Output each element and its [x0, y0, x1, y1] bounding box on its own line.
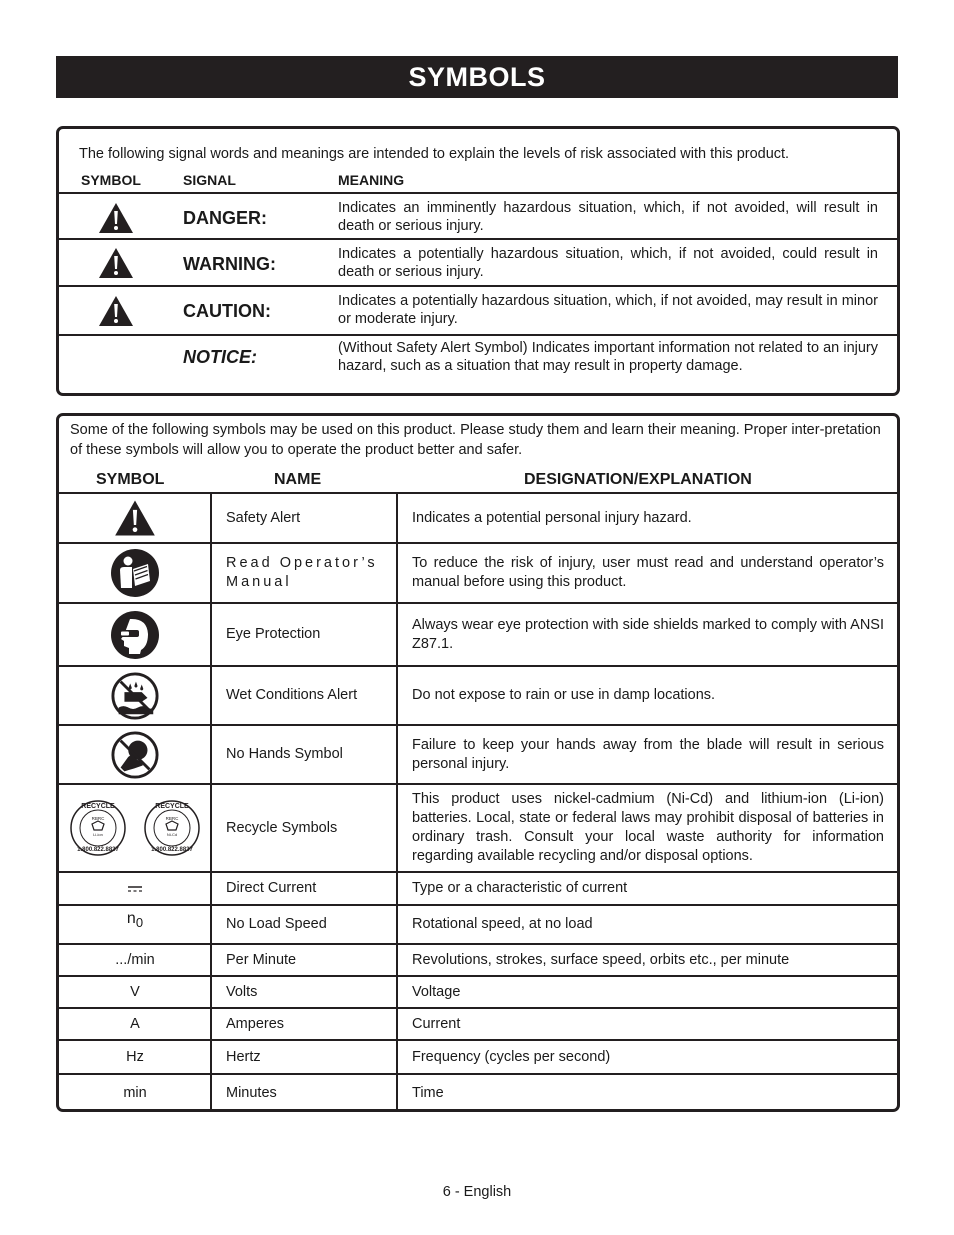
- symbol-designation: Frequency (cycles per second): [412, 1048, 611, 1065]
- read-manual-icon: [59, 544, 211, 602]
- safety-alert-triangle-icon: [98, 247, 134, 279]
- svg-text:Li-ion: Li-ion: [93, 832, 103, 837]
- table-row: [59, 783, 897, 871]
- symbol-designation: Current: [412, 1015, 461, 1032]
- table-row: [59, 871, 897, 904]
- header-name: NAME: [274, 471, 322, 488]
- symbol-designation: Failure to keep your hands away from the blade will result in serious personal injury.: [412, 736, 884, 772]
- symbol-name: Safety Alert: [226, 509, 301, 526]
- page-title: SYMBOLS: [56, 56, 898, 98]
- safety-alert-triangle-icon: [59, 494, 211, 542]
- amperes-symbol: A: [130, 1016, 140, 1032]
- signal-row-warning: [59, 238, 897, 285]
- symbol-name: Read Operator’s Manual: [226, 555, 378, 590]
- symbol-name: Per Minute: [226, 951, 297, 968]
- symbol-name: Hertz: [226, 1048, 261, 1065]
- symbol-name: Amperes: [226, 1015, 285, 1032]
- signal-word: CAUTION:: [183, 301, 271, 321]
- symbol-name: Direct Current: [226, 880, 317, 896]
- symbol-name: Wet Conditions Alert: [226, 687, 358, 703]
- signal-meaning: Indicates a potentially hazardous situation, which, if not avoided, could result in death or serious injury.: [338, 246, 878, 280]
- svg-text:1.800.822.8837: 1.800.822.8837: [151, 847, 193, 853]
- symbol-designation: Always wear eye protection with side shields marked to comply with ANSI Z87.1.: [412, 616, 884, 652]
- header-signal: SIGNAL: [183, 172, 236, 188]
- safety-alert-triangle-icon: [98, 202, 134, 234]
- wet-conditions-icon: [59, 667, 211, 724]
- signal-word: WARNING:: [183, 254, 276, 274]
- svg-text:1.800.822.8837: 1.800.822.8837: [77, 847, 119, 853]
- svg-text:RECYCLE: RECYCLE: [81, 803, 115, 810]
- signal-row-danger: [59, 192, 897, 238]
- table-row: [59, 665, 897, 724]
- signal-meaning: (Without Safety Alert Symbol) Indicates important information not related to an injury hazard, such as a situation that may result in property damage.: [338, 340, 878, 374]
- page-footer: 6 - English: [442, 1184, 512, 1200]
- symbol-name: Minutes: [226, 1084, 277, 1101]
- header-symbol: SYMBOL: [96, 471, 165, 488]
- table-row: [59, 542, 897, 602]
- eye-protection-icon: [59, 604, 211, 665]
- no-load-speed-symbol: $n_0$: [126, 910, 144, 931]
- svg-text:RBRC: RBRC: [165, 816, 179, 821]
- symbol-designation: Revolutions, strokes, surface speed, orbits etc., per minute: [412, 951, 790, 968]
- table-row: [59, 492, 897, 542]
- symbol-designation: Rotational speed, at no load: [412, 916, 593, 932]
- symbol-name: No Hands Symbol: [226, 746, 343, 762]
- svg-text:RBRC: RBRC: [91, 816, 105, 821]
- signal-meaning: Indicates an imminently hazardous situation, which, if not avoided, will result in death or serious injury.: [338, 200, 878, 234]
- per-minute-symbol: .../min: [115, 952, 155, 968]
- symbol-name: Recycle Symbols: [226, 819, 338, 836]
- signal-word: DANGER:: [183, 208, 267, 228]
- symbol-designation: Indicates a potential personal injury hazard.: [412, 509, 692, 526]
- symbols-table: [56, 413, 900, 1112]
- symbol-designation: Type or a characteristic of current: [412, 880, 628, 896]
- header-designation: DESIGNATION/EXPLANATION: [524, 471, 752, 488]
- table-row: [59, 724, 897, 783]
- symbols-intro: Some of the following symbols may be used on this product. Please study them and learn their meaning. Proper inter-pretation of these symbols will allow you to operate the product better and safer.: [70, 422, 881, 458]
- direct-current-icon: [59, 873, 211, 904]
- signal-word: NOTICE:: [183, 347, 257, 367]
- symbol-designation: To reduce the risk of injury, user must read and understand operator’s manual before using this product.: [412, 555, 884, 590]
- header-symbol: SYMBOL: [81, 172, 141, 188]
- symbol-name: Volts: [226, 983, 258, 1000]
- hertz-symbol: Hz: [126, 1049, 144, 1065]
- minutes-symbol: min: [123, 1085, 147, 1101]
- header-meaning: MEANING: [338, 172, 405, 188]
- svg-text:RECYCLE: RECYCLE: [155, 803, 189, 810]
- no-hands-icon: [59, 726, 211, 783]
- signal-meaning: Indicates a potentially hazardous situation, which, if not avoided, may result in minor or moderate injury.: [338, 293, 878, 327]
- table-row: [59, 1007, 897, 1039]
- symbol-name: Eye Protection: [226, 626, 321, 642]
- recycle-seal-icon: [65, 793, 205, 863]
- volts-symbol: V: [130, 984, 140, 1000]
- symbol-designation: Do not expose to rain or use in damp locations.: [412, 687, 716, 703]
- signal-words-table: [56, 126, 900, 396]
- signal-row-notice: [59, 334, 897, 395]
- table-row: [59, 943, 897, 975]
- table-row: [59, 904, 897, 943]
- symbol-designation: Time: [412, 1084, 444, 1101]
- svg-text:Ni-Cd: Ni-Cd: [166, 832, 178, 837]
- table-row: [59, 1073, 897, 1111]
- safety-alert-triangle-icon: [98, 295, 134, 327]
- signal-row-caution: [59, 285, 897, 334]
- table-row: [59, 602, 897, 665]
- signal-intro: The following signal words and meanings are intended to explain the levels of risk associated with this product.: [79, 146, 790, 162]
- symbol-designation: This product uses nickel-cadmium (Ni-Cd) and lithium-ion (Li-ion) batteries. Local, state or federal laws may prohibit disposal of batteries in ordinary trash. Consult your local waste authority for information regarding available recycling and/or disposal options.: [412, 791, 884, 864]
- symbol-designation: Voltage: [412, 983, 461, 1000]
- table-row: [59, 975, 897, 1007]
- symbol-name: No Load Speed: [226, 916, 327, 932]
- table-row: [59, 1039, 897, 1073]
